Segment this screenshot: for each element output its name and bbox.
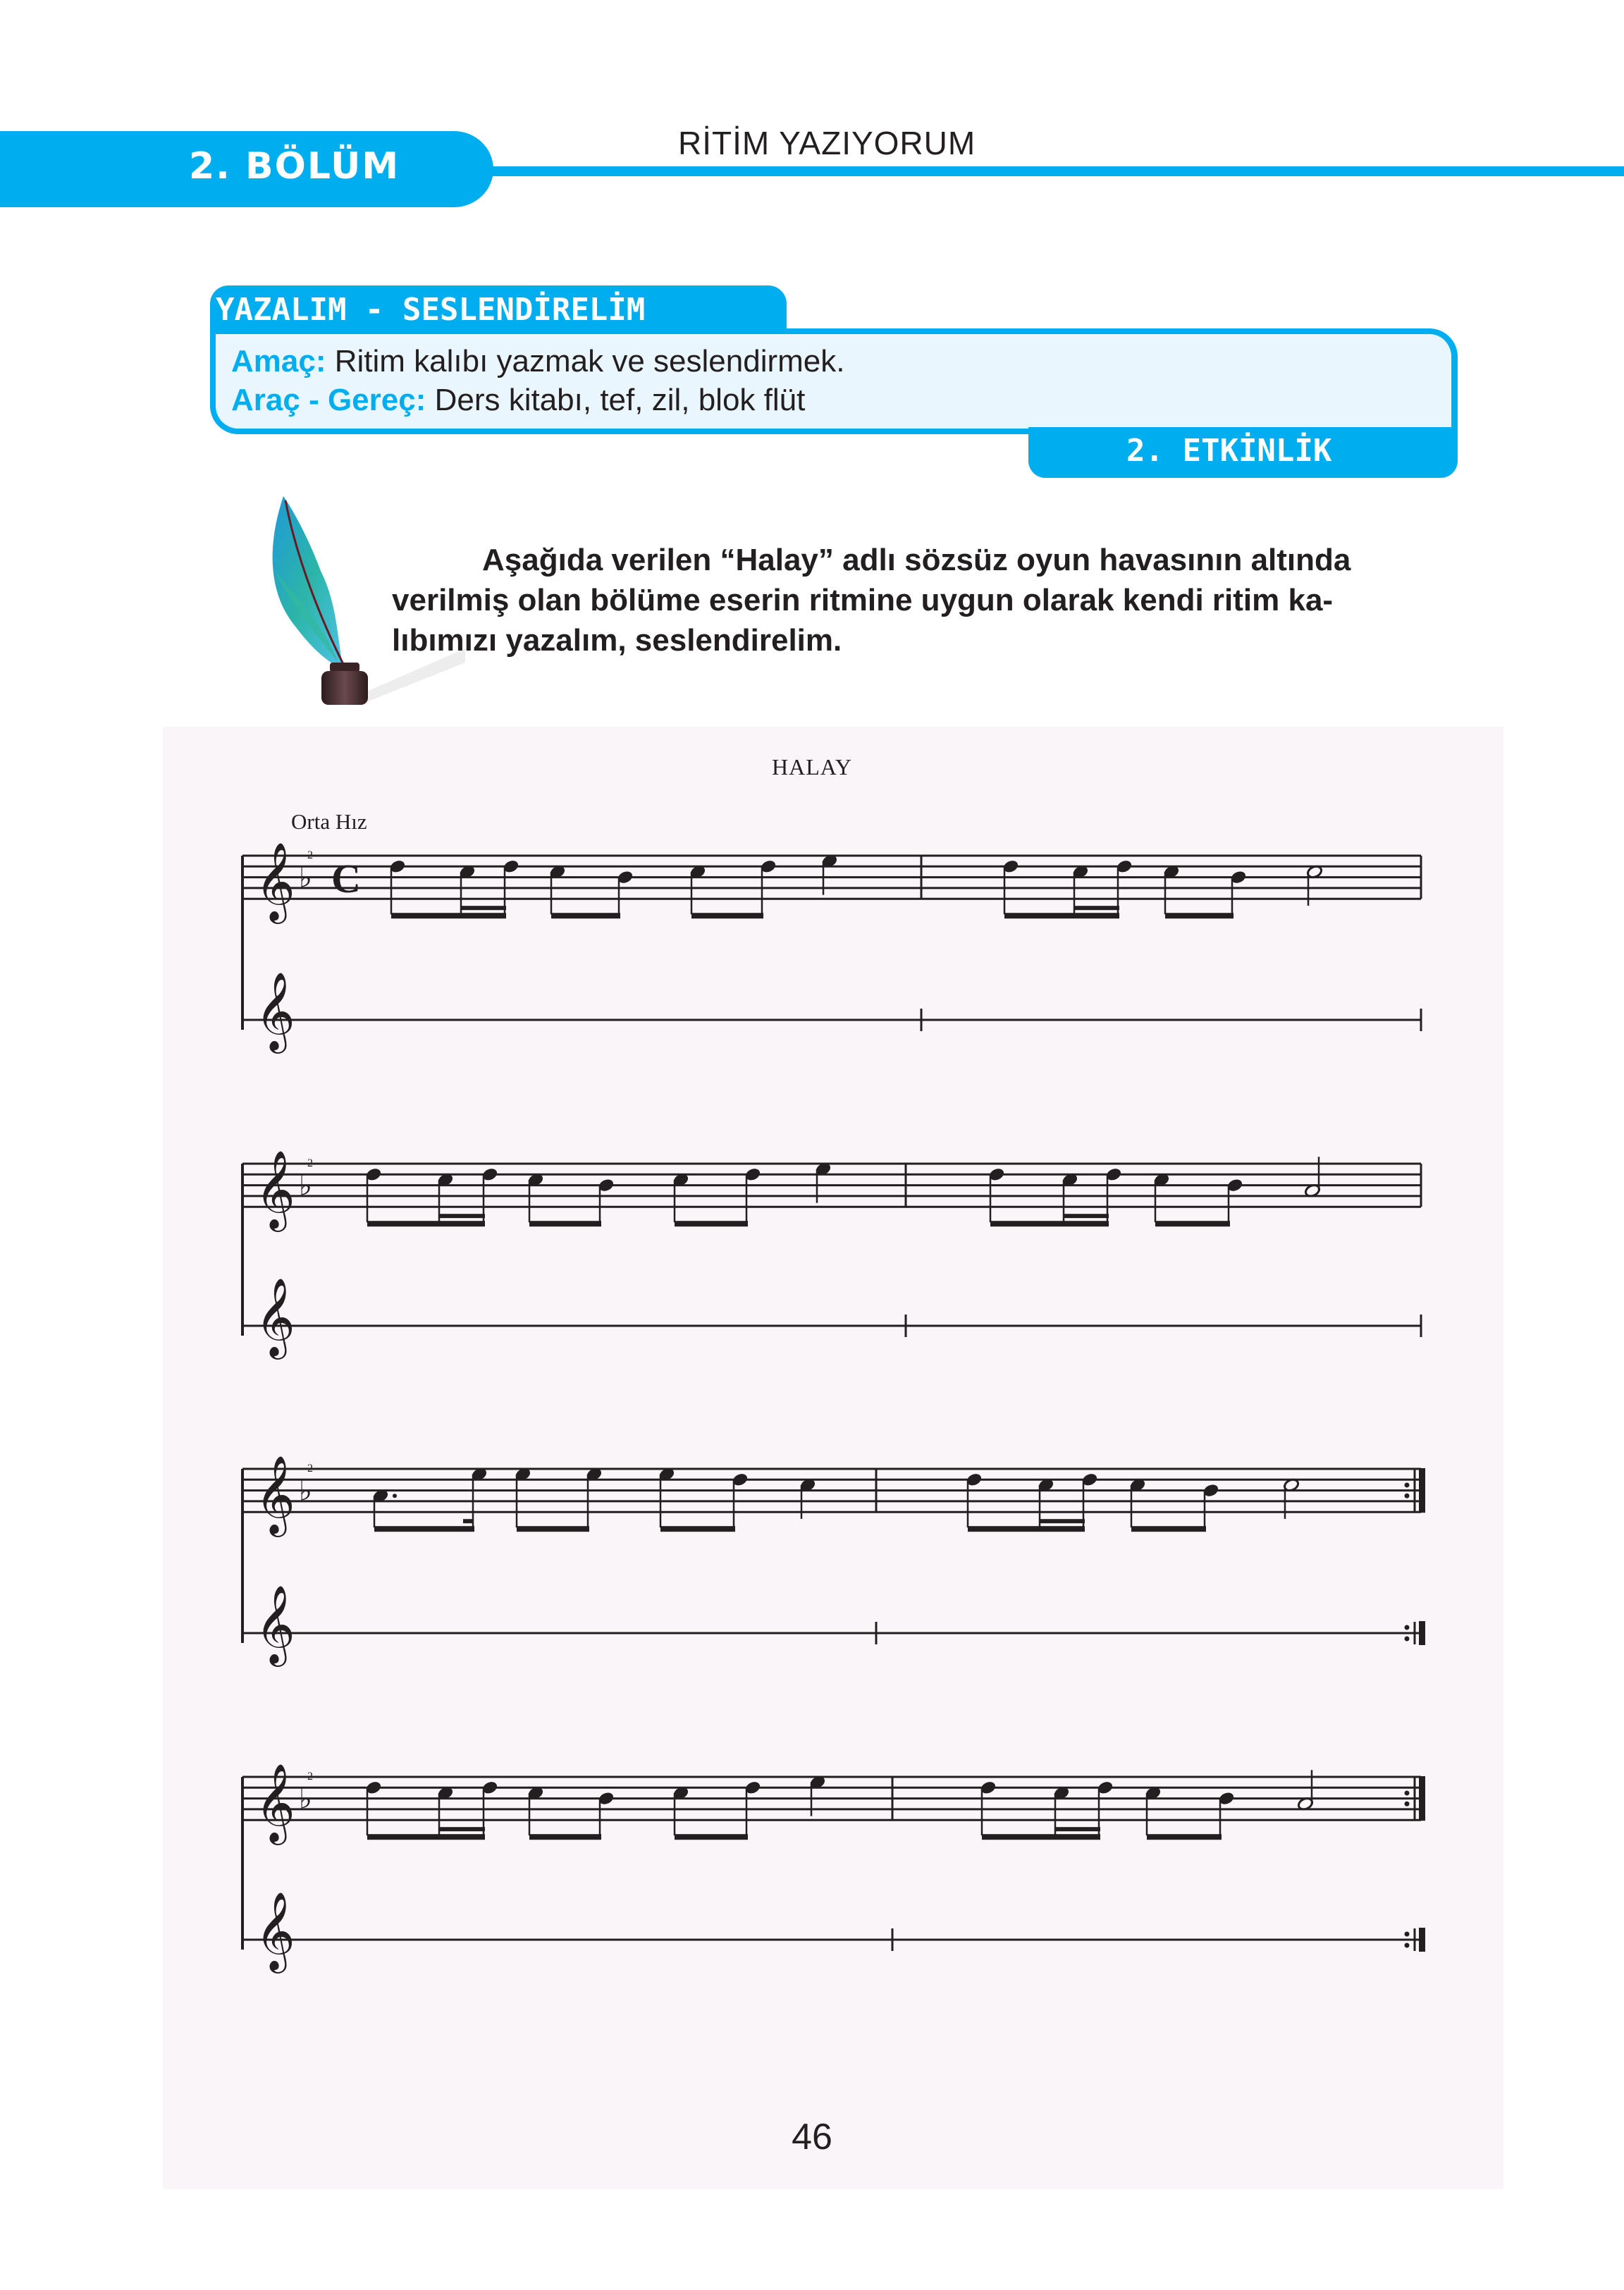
beam <box>1155 1221 1230 1226</box>
music-system <box>242 1150 1421 1360</box>
instruction-line-2: verilmiş olan bölüme eserin ritmine uygun olarak kendi ritim ka- <box>392 583 1334 617</box>
beam <box>968 1526 1085 1532</box>
materials-value: Ders kitabı, tef, zil, blok flüt <box>426 383 806 417</box>
repeat-thick-bar <box>1419 1468 1425 1513</box>
sixteenth-beam <box>461 906 506 910</box>
section-title: RİTİM YAZIYORUM <box>678 125 976 161</box>
repeat-dot <box>1405 1932 1410 1937</box>
beam <box>675 1834 748 1840</box>
sixteenth-beam <box>1040 1519 1085 1523</box>
beam <box>517 1526 589 1532</box>
repeat-dot <box>1405 1482 1410 1487</box>
beam <box>675 1221 748 1226</box>
beam <box>551 913 620 918</box>
repeat-dot <box>1405 1625 1410 1630</box>
repeat-dot <box>1405 1494 1410 1498</box>
beam <box>367 1221 485 1226</box>
repeat-thick-bar <box>1419 1928 1425 1952</box>
beam <box>367 1834 485 1840</box>
beam <box>982 1834 1100 1840</box>
materials-key: Araç - Gereç: <box>231 383 426 417</box>
beam <box>691 913 763 918</box>
treble-clef-icon: 𝄞 <box>255 842 295 921</box>
koma-number: 2 <box>307 849 313 861</box>
treble-clef-icon: 𝄞 <box>255 1277 295 1356</box>
sixteenth-beam <box>1055 1827 1100 1831</box>
treble-clef-icon: 𝄞 <box>255 971 295 1050</box>
repeat-thick-bar <box>1419 1776 1425 1821</box>
flat-accidental-icon: ♭ <box>299 1783 312 1816</box>
beam <box>529 1221 601 1226</box>
goal-value: Ritim kalıbı yazmak ve seslendirmek. <box>326 344 845 378</box>
common-time-icon: C <box>331 855 361 901</box>
music-system <box>242 1763 1425 1974</box>
activity-number-label: 2. ETKİNLİK <box>1126 433 1332 469</box>
beam <box>1147 1834 1222 1840</box>
sixteenth-beam <box>439 1214 485 1218</box>
koma-number: 2 <box>307 1463 313 1475</box>
beam <box>1004 913 1119 918</box>
koma-number: 2 <box>307 1157 313 1169</box>
repeat-thick-bar <box>1419 1621 1425 1645</box>
repeat-dot <box>1405 1790 1410 1795</box>
beam <box>391 913 506 918</box>
sixteenth-beam-stub <box>463 1519 474 1523</box>
flat-accidental-icon: ♭ <box>299 1169 312 1202</box>
sixteenth-beam <box>1064 1214 1109 1218</box>
music-system <box>242 842 1421 1054</box>
treble-clef-icon: 𝄞 <box>255 1584 295 1663</box>
activity-type-label: YAZALIM - SESLENDİRELİM <box>216 292 646 328</box>
instruction-line-1: Aşağıda verilen “Halay” adlı sözsüz oyun havasının altında <box>482 543 1351 577</box>
score-title: HALAY <box>771 754 853 780</box>
repeat-dot <box>1405 1802 1410 1806</box>
beam <box>374 1526 474 1532</box>
sixteenth-beam <box>1074 906 1119 910</box>
beam <box>1165 913 1234 918</box>
sixteenth-beam <box>439 1827 485 1831</box>
treble-clef-icon: 𝄞 <box>255 1150 295 1229</box>
repeat-dot <box>1405 1943 1410 1948</box>
beam <box>1131 1526 1206 1532</box>
treble-clef-icon: 𝄞 <box>255 1891 295 1970</box>
treble-clef-icon: 𝄞 <box>255 1763 295 1842</box>
augmentation-dot <box>393 1494 397 1498</box>
flat-accidental-icon: ♭ <box>299 861 312 894</box>
tempo-marking: Orta Hız <box>291 809 367 834</box>
beam <box>660 1526 735 1532</box>
page-number: 46 <box>792 2117 832 2157</box>
flat-accidental-icon: ♭ <box>299 1475 312 1508</box>
koma-number: 2 <box>307 1771 313 1783</box>
music-system <box>242 1455 1425 1667</box>
chapter-label: 2. BÖLÜM <box>189 145 400 187</box>
instruction-line-3: lıbımızı yazalım, seslendirelim. <box>392 623 842 658</box>
beam <box>990 1221 1109 1226</box>
beam <box>529 1834 601 1840</box>
treble-clef-icon: 𝄞 <box>255 1455 295 1534</box>
goal-key: Amaç: <box>231 344 326 378</box>
repeat-dot <box>1405 1637 1410 1642</box>
